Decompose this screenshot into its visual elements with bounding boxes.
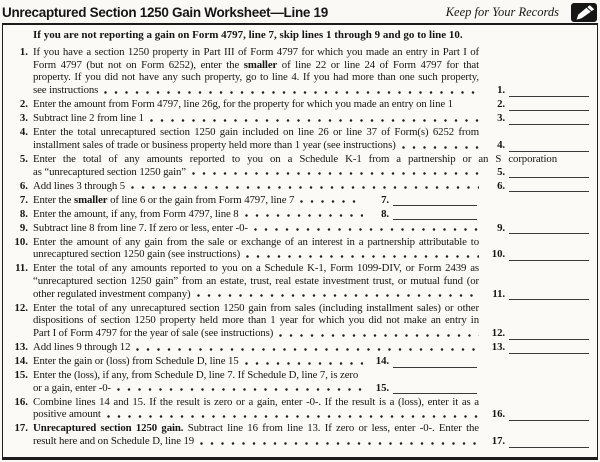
line-number: 17. xyxy=(14,422,28,435)
line-text xyxy=(33,302,479,314)
line-text-row xyxy=(33,341,589,354)
line-9-amount-field[interactable] xyxy=(509,222,589,234)
text-segment: Enter the total of any amounts reported to you on a Schedule K-1 from a partnership or an S corporation xyxy=(33,152,557,165)
line-6-entry xyxy=(485,180,589,193)
text-segment: Enter the (loss), if any, from Schedule D, line 7. If Schedule D, line 7, is zero xyxy=(33,369,359,382)
line-text xyxy=(33,98,453,111)
line-1-entry xyxy=(485,84,589,97)
worksheet-lines xyxy=(7,46,589,448)
worksheet-line-6 xyxy=(7,180,589,193)
line-3-entry xyxy=(485,112,589,125)
line-text-row xyxy=(33,355,589,368)
line-12-amount-field[interactable] xyxy=(509,328,589,340)
line-14-amount-field[interactable] xyxy=(393,356,477,368)
line-text-row xyxy=(33,435,589,448)
line-text xyxy=(33,341,130,354)
line-11-amount-field[interactable] xyxy=(509,288,589,300)
text-segment: or a gain, enter -0- xyxy=(33,381,112,394)
dot-leader xyxy=(200,442,479,445)
line-text xyxy=(33,71,479,83)
line-text-row xyxy=(33,126,589,139)
line-text xyxy=(33,314,479,326)
line-1-label: 1. xyxy=(497,84,505,97)
line-16-label: 16. xyxy=(491,408,505,421)
line-13-label: 13. xyxy=(491,341,505,354)
line-text-row xyxy=(33,98,589,111)
line-11-label: 11. xyxy=(492,287,505,300)
line-text-block xyxy=(33,98,589,111)
line-text-row xyxy=(33,46,589,59)
line-number: 4. xyxy=(19,126,28,139)
line-15-label: 15. xyxy=(375,381,389,394)
page-title: Unrecaptured Section 1250 Gain Worksheet—Line 19 xyxy=(2,4,328,20)
worksheet-line-13 xyxy=(7,341,589,354)
line-number: 7. xyxy=(19,193,28,206)
line-text-row xyxy=(33,59,589,72)
line-text-row xyxy=(33,112,589,125)
text-segment: property. If you did not have any such property, go to line 4. If you had more than one such property, xyxy=(33,71,479,84)
line-text-block xyxy=(33,341,589,354)
worksheet-line-3 xyxy=(7,112,589,125)
line-15-entry xyxy=(369,382,477,395)
line-text-block xyxy=(33,180,589,193)
line-text xyxy=(33,262,479,274)
line-8-label: 8. xyxy=(381,207,389,220)
line-text-block xyxy=(33,396,589,421)
text-segment: as “unrecaptured section 1250 gain” xyxy=(33,165,186,178)
line-text xyxy=(33,126,479,138)
line-text-row xyxy=(33,262,589,275)
worksheet-line-8 xyxy=(7,208,589,221)
line-text-row xyxy=(33,248,589,261)
worksheet-line-15 xyxy=(7,369,589,394)
dot-leader xyxy=(131,186,479,189)
line-number: 6. xyxy=(19,179,28,192)
instruction-text: If you are not reporting a gain on Form 4797, line 7, skip lines 1 through 9 and go to line 10. xyxy=(33,29,463,41)
line-2-amount-field[interactable] xyxy=(509,99,589,111)
dot-leader xyxy=(300,200,363,203)
line-text xyxy=(33,396,479,408)
line-13-amount-field[interactable] xyxy=(509,342,589,354)
line-text-row xyxy=(33,180,589,193)
line-number: 14. xyxy=(14,355,28,368)
dot-leader xyxy=(254,228,479,231)
line-text-row xyxy=(33,302,589,315)
worksheet-line-12 xyxy=(7,302,589,340)
line-number: 5. xyxy=(19,152,28,165)
line-text-row xyxy=(33,166,589,179)
line-text xyxy=(33,248,240,261)
text-segment: of line 6 or the gain from Form 4797, line 7 xyxy=(107,193,295,206)
text-segment: Enter the gain or (loss) from Schedule D, line 15 xyxy=(33,355,239,368)
line-text-row xyxy=(33,369,589,382)
text-segment: Enter the total of any unrecaptured section 1250 gain from sales (including installment sales) or other xyxy=(33,301,479,314)
line-text xyxy=(33,194,294,207)
dot-leader xyxy=(107,415,479,418)
worksheet-line-1 xyxy=(7,46,589,97)
line-12-label: 12. xyxy=(491,327,505,340)
line-number: 13. xyxy=(14,341,28,354)
line-10-amount-field[interactable] xyxy=(509,249,589,261)
text-segment: other regulated investment company) xyxy=(33,287,191,300)
line-text-row xyxy=(33,422,589,435)
dot-leader xyxy=(192,172,479,175)
text-segment: Part I of Form 4797 for the year of sale (see instructions) xyxy=(33,327,274,340)
line-2-entry xyxy=(485,98,589,111)
line-text xyxy=(33,435,194,448)
bold-text: smaller xyxy=(73,193,108,206)
line-8-amount-field[interactable] xyxy=(393,208,477,220)
worksheet-line-11 xyxy=(7,262,589,300)
line-text xyxy=(33,408,101,421)
dot-leader xyxy=(402,146,479,149)
line-text xyxy=(33,327,273,340)
line-text-row xyxy=(33,314,589,327)
text-segment: Combine lines 14 and 15. If the result is zero or a gain, enter -0-. If the result is a (loss), enter it as a xyxy=(33,395,479,408)
line-number: 10. xyxy=(14,235,28,248)
line-text-block xyxy=(33,153,589,178)
line-text-block xyxy=(33,208,589,221)
dot-leader xyxy=(245,214,363,217)
line-4-amount-field[interactable] xyxy=(509,140,589,152)
line-text-block xyxy=(33,46,589,97)
line-6-label: 6. xyxy=(497,179,505,192)
line-9-entry xyxy=(485,222,589,235)
line-text-row xyxy=(33,382,589,395)
line-6-amount-field[interactable] xyxy=(509,180,589,192)
line-13-entry xyxy=(485,341,589,354)
line-text-row xyxy=(33,84,589,97)
line-text-block xyxy=(33,262,589,300)
worksheet-line-10 xyxy=(7,236,589,261)
line-12-entry xyxy=(485,327,589,340)
line-text-block xyxy=(33,222,589,235)
text-segment: Enter the amount, if any, from Form 4797, line 8 xyxy=(33,207,239,220)
line-text-row xyxy=(33,288,589,301)
line-number: 1. xyxy=(19,46,28,58)
text-segment: Add lines 3 through 5 xyxy=(33,179,126,192)
line-3-amount-field[interactable] xyxy=(509,113,589,125)
line-text xyxy=(33,84,98,97)
line-11-entry xyxy=(485,288,589,301)
worksheet-line-17 xyxy=(7,422,589,447)
text-segment: Subtract line 8 from line 7. If zero or less, enter -0- xyxy=(33,221,248,234)
text-segment: dispositions of section 1250 property held more than 1 year for which you did not make an entry in xyxy=(33,314,479,327)
line-16-entry xyxy=(485,408,589,421)
worksheet-line-5 xyxy=(7,153,589,178)
dot-leader xyxy=(245,362,363,365)
text-segment: see instructions xyxy=(33,84,99,97)
line-5-label: 5. xyxy=(497,165,505,178)
line-14-label: 14. xyxy=(375,355,389,368)
line-text-row xyxy=(33,222,589,235)
header xyxy=(0,0,600,22)
line-text-block xyxy=(33,236,589,261)
text-segment: Enter the xyxy=(33,193,74,206)
line-17-entry xyxy=(485,435,589,448)
line-text-block xyxy=(33,112,589,125)
text-segment: Enter the amount of any gain from the sale or exchange of an interest in a partnership attributable to xyxy=(33,235,479,248)
text-segment: result here and on Schedule D, line 19 xyxy=(33,435,195,448)
line-number: 12. xyxy=(14,301,28,314)
bold-text: smaller xyxy=(243,58,278,71)
line-text-row xyxy=(33,236,589,249)
line-5-amount-field[interactable] xyxy=(509,166,589,178)
line-text xyxy=(33,139,396,152)
line-text xyxy=(33,382,111,395)
line-number: 9. xyxy=(19,221,28,234)
text-segment: If you have a section 1250 property in Part III of Form 4797 for which you made an entry in Part I of xyxy=(33,46,479,58)
line-number: 16. xyxy=(14,395,28,408)
line-4-entry xyxy=(485,139,589,152)
line-text-block xyxy=(33,194,589,207)
text-segment: of line 22 or line 24 of Form 4797 for that xyxy=(277,58,479,71)
dot-leader xyxy=(279,334,479,337)
text-segment: Enter the amount from Form 4797, line 26g, for the property for which you made an entry on line 1 xyxy=(33,98,453,111)
line-text xyxy=(33,208,239,221)
line-text-row xyxy=(33,208,589,221)
dot-leader xyxy=(246,255,479,258)
line-9-label: 9. xyxy=(497,221,505,234)
line-16-amount-field[interactable] xyxy=(509,409,589,421)
text-segment: Subtract line 16 from line 13. If zero or less, enter -0-. Enter the xyxy=(183,422,479,435)
line-text-row xyxy=(33,327,589,340)
worksheet-line-16 xyxy=(7,396,589,421)
line-text-row xyxy=(33,153,589,166)
line-text xyxy=(33,236,479,248)
line-text-row xyxy=(33,275,589,288)
line-1-amount-field[interactable] xyxy=(509,85,589,97)
line-text xyxy=(33,275,479,287)
line-text xyxy=(33,222,248,235)
line-text xyxy=(33,112,144,125)
text-segment: Enter the total unrecaptured section 1250 gain included on line 26 or line 37 of Form(s) 6252 from xyxy=(33,126,479,139)
worksheet-line-4 xyxy=(7,126,589,151)
line-text-row xyxy=(33,408,589,421)
line-number: 3. xyxy=(19,112,28,125)
line-text-block xyxy=(33,369,589,394)
line-text-block xyxy=(33,355,589,368)
line-7-label: 7. xyxy=(381,193,389,206)
line-10-label: 10. xyxy=(491,248,505,261)
line-number: 11. xyxy=(15,262,28,275)
worksheet-line-7 xyxy=(7,194,589,207)
worksheet-line-14 xyxy=(7,355,589,368)
line-4-label: 4. xyxy=(497,138,505,151)
line-text-row xyxy=(33,71,589,84)
line-number: 8. xyxy=(19,207,28,220)
line-3-label: 3. xyxy=(497,112,505,125)
line-text xyxy=(33,166,186,179)
line-5-entry xyxy=(485,166,589,179)
text-segment: Enter the total of any amounts reported to you on a Schedule K-1, Form 1099-DIV, or Form 2439 as xyxy=(33,262,479,275)
line-text-row xyxy=(33,396,589,409)
text-segment: Add lines 9 through 12 xyxy=(33,341,131,354)
line-text xyxy=(33,369,358,381)
line-text-row xyxy=(33,139,589,152)
line-10-entry xyxy=(485,248,589,261)
pencil-icon xyxy=(571,3,597,22)
line-2-label: 2. xyxy=(497,98,505,111)
text-segment: installment sales of trade or business property held more than 1 year (see instructions) xyxy=(33,138,396,151)
text-segment: Subtract line 2 from line 1 xyxy=(33,112,144,125)
dot-leader xyxy=(104,91,479,94)
line-text-block xyxy=(33,302,589,340)
line-text xyxy=(33,180,125,193)
text-segment: positive amount xyxy=(33,408,101,421)
line-8-entry xyxy=(369,208,477,221)
line-17-amount-field[interactable] xyxy=(509,436,589,448)
keep-for-records-label: Keep for Your Records xyxy=(445,4,559,19)
line-text xyxy=(33,288,191,301)
bold-text: Unrecaptured section 1250 gain. xyxy=(33,422,184,435)
line-15-amount-field[interactable] xyxy=(393,382,477,394)
line-text xyxy=(33,422,479,434)
text-segment: “unrecaptured section 1250 gain” from an estate, trust, real estate investment trust, or mutual fund (or xyxy=(33,274,479,287)
dot-leader xyxy=(197,294,480,297)
worksheet-box xyxy=(2,23,598,460)
line-17-label: 17. xyxy=(491,435,505,448)
line-text xyxy=(33,153,557,165)
text-segment: unrecaptured section 1250 gain (see instructions) xyxy=(33,248,241,261)
dot-leader xyxy=(117,388,363,391)
line-text xyxy=(33,59,479,71)
line-7-entry xyxy=(369,194,477,207)
line-text-block xyxy=(33,126,589,151)
line-text-row xyxy=(33,194,589,207)
line-text xyxy=(33,355,239,368)
line-7-amount-field[interactable] xyxy=(393,194,477,206)
line-text xyxy=(33,46,479,58)
line-14-entry xyxy=(369,355,477,368)
line-number: 2. xyxy=(19,98,28,111)
dot-leader xyxy=(150,119,479,122)
line-number: 15. xyxy=(14,369,28,382)
text-segment: Form 4797 (but not on Form 6252), enter the xyxy=(33,58,244,71)
worksheet-line-9 xyxy=(7,222,589,235)
line-text-block xyxy=(33,422,589,447)
dot-leader xyxy=(136,348,479,351)
worksheet-line-2 xyxy=(7,98,589,111)
